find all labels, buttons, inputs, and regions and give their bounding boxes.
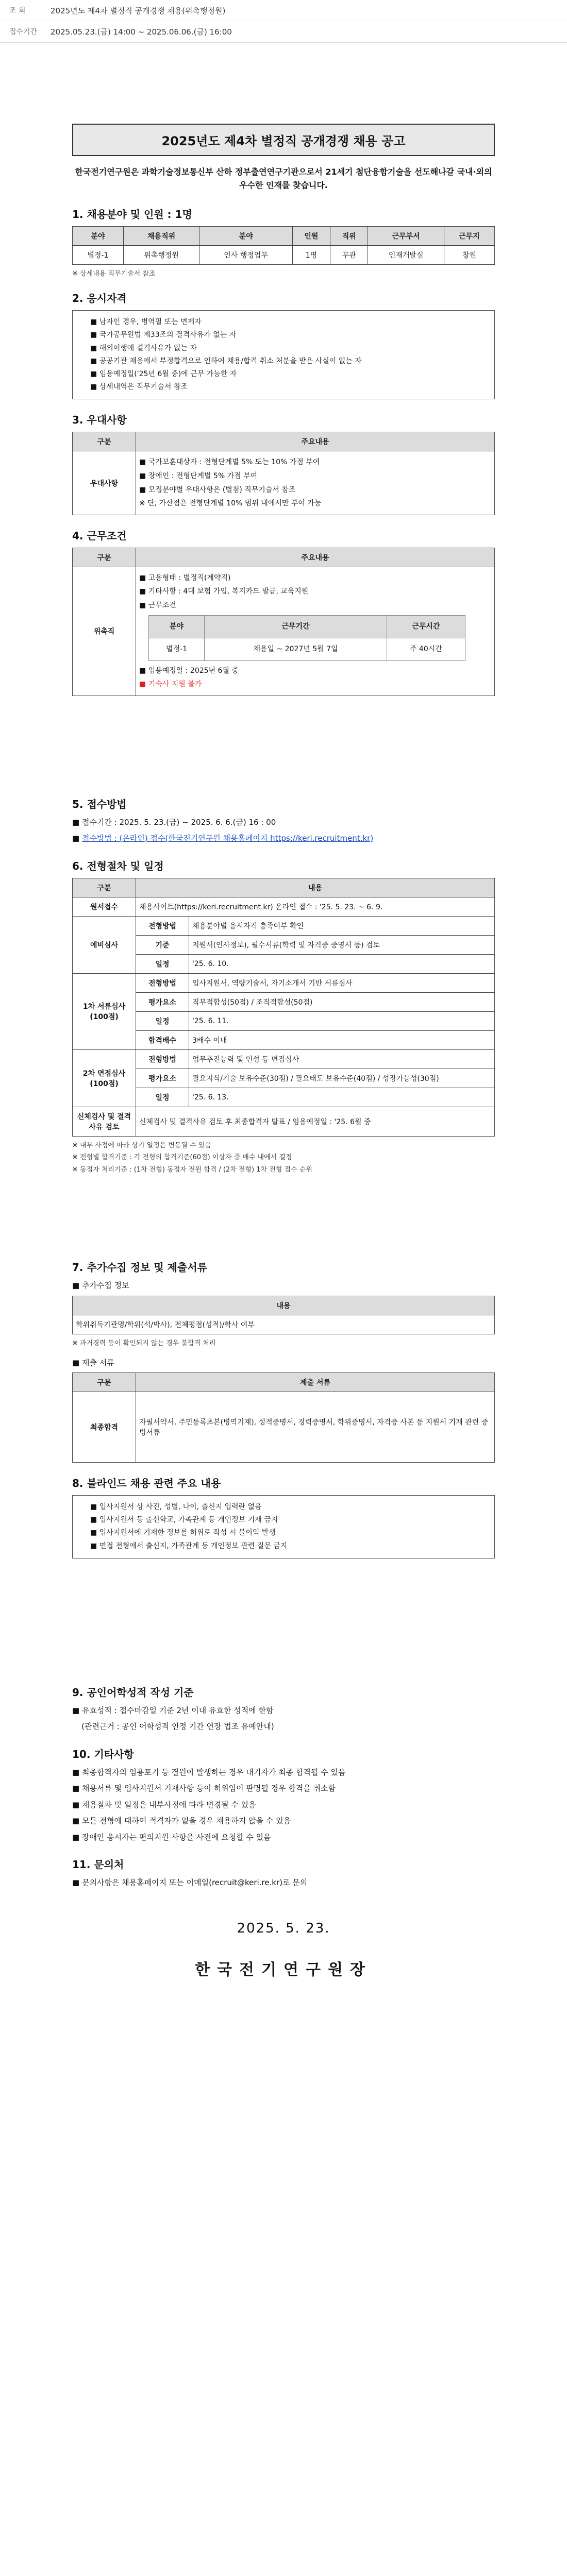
sub-cell: 전형방법 [136,916,189,935]
condition-inner-table [148,615,465,660]
condition-header [73,548,495,567]
list-item: ■ 입사지원서에 기재한 정보를 허위로 작성 시 불이익 발생 [90,1527,487,1539]
content-cell: 지원서(인사정보), 필수서류(학력 및 자격증 증명서 등) 검토 [189,935,495,954]
stage-cell: 신체검사 및 결격사유 검토 [73,1107,136,1136]
sub-cell: 평가요소 [136,992,189,1011]
list-item: ■ 공공기관 채용에서 부정합격으로 인하여 채용/합격 취소 처분을 받은 사실이 없는 자 [90,355,487,368]
list-item: ■ 채용서류 및 입사지원서 기재사항 등이 허위임이 판명될 경우 합격을 취소함 [72,1784,336,1793]
extra-row [73,1315,495,1334]
document-body [72,124,495,1979]
documents-table [72,1372,495,1463]
th-0: 분야 [73,227,124,246]
td-1: 위촉행정원 [123,246,199,265]
org-name: 한국전기연구원장 [195,1960,372,1979]
table-row [73,1030,495,1049]
list-item: ■ 입사지원서 등 출신학교, 가족관계 등 개인정보 기재 금지 [90,1514,487,1527]
s9-line1: ■ 유효성적 : 접수마감일 기준 2년 이내 유효한 성적에 한함 [72,1705,274,1715]
section-7-title: 7. 추가수집 정보 및 제출서류 [72,1261,207,1274]
content-cell: '25. 6. 11. [189,1011,495,1030]
inner-header [149,616,465,638]
sub-cell: 일정 [136,954,189,973]
th-hours: 근무시간 [387,616,465,638]
preference-label: 우대사항 [73,451,136,515]
th-3: 인원 [292,227,330,246]
meta-period-row [0,21,567,42]
content-cell: 3배수 이내 [189,1030,495,1049]
list-item: ※ 단, 가산점은 전형단계별 10% 범위 내에서만 부여 가능 [139,499,322,508]
section-1-title: 1. 채용분야 및 인원 : 1명 [72,208,192,221]
list-item: ■ 상세내역은 직무기술서 참조 [90,381,487,394]
preference-header [73,432,495,451]
note-item: ※ 전형별 합격기준 : 각 전형의 합격기준(60점) 이상자 중 배수 내에서 결정 [72,1154,292,1162]
stage-cell: 1차 서류심사 (100점) [73,973,136,1049]
doc-title: 2025년도 제4차 별정직 공개경쟁 채용 공고 [72,124,495,156]
th-content: 주요내용 [136,432,495,451]
th-period: 근무기간 [204,616,387,638]
spacer [72,1185,495,1247]
table-row [73,916,495,935]
td-period: 채용일 ~ 2027년 5월 7일 [204,638,387,661]
s1-note: ※ 상세내용 직무기술서 참조 [72,270,156,278]
list-item: ■ 장애인 : 전형단계별 5% 가점 부여 [139,471,258,480]
meta-title-row [0,0,567,21]
section-3-title: 3. 우대사항 [72,414,127,427]
list-item: ■ 남자인 경우, 병역필 또는 면제자 [90,316,487,329]
stage-cell: 원서접수 [73,897,136,916]
list-item: ■ 최종합격자의 임용포기 등 결원이 발생하는 경우 대기자가 최종 합격될 수 있음 [72,1767,346,1777]
table-row [73,897,495,916]
list-item: ■ 기숙사 지원 불가 [139,680,202,689]
td-2: 인사 행정업무 [199,246,292,265]
meta-period-label: 접수기간 [9,28,38,36]
recruit-header [73,227,495,246]
recruit-table [72,226,495,265]
th-5: 근무부서 [368,227,444,246]
s5-line2: ■ 접수방법 : (온라인) 접수(한국전기연구원 채용홈페이지 https://keri.recruitment.kr) [72,834,374,843]
spacer [72,1558,495,1672]
th-docs: 제출 서류 [136,1373,495,1392]
s9-line2: (관련근거 : 공인 어학성적 인정 기간 연장 법조 유예안내) [81,1722,274,1732]
sub-cell: 합격배수 [136,1030,189,1049]
list-item: ■ 모집분야별 우대사항은 (별첨) 직무기술서 참조 [139,485,296,494]
blind-list [72,1495,495,1558]
sub-cell: 평가요소 [136,1069,189,1088]
section-9-title: 9. 공인어학성적 작성 기준 [72,1686,194,1699]
extra-header [73,1296,495,1315]
td-3: 1명 [292,246,330,265]
sub-cell: 일정 [136,1011,189,1030]
th-field: 분야 [149,616,205,638]
s5-line1: ■ 접수기간 : 2025. 5. 23.(금) ~ 2025. 6. 6.(금) 16 : 00 [72,817,276,827]
td-field: 별정-1 [149,638,205,661]
list-item: ■ 장애인 응시자는 편의지원 사항을 사전에 요청할 수 있음 [72,1832,271,1842]
note-item: ※ 동점자 처리기준 : (1차 전형) 동점자 전원 합격 / (2차 전형) 1차 전형 점수 순위 [72,1165,312,1174]
table-row [73,954,495,973]
th-4: 직위 [330,227,368,246]
th-1: 채용직위 [123,227,199,246]
section-2-title: 2. 응시자격 [72,292,127,305]
meta-title: 2025년도 제4차 별정직 공개경쟁 채용(위촉행정원) [51,6,226,15]
td-0: 별정-1 [73,246,124,265]
th-category: 구분 [73,1373,136,1392]
documents-header [73,1373,495,1392]
list-item: ■ 국가공무원법 제33조의 결격사유가 없는 자 [90,329,487,342]
list-item: ■ 기타사항 : 4대 보험 가입, 복지카드 발급, 교육지원 [139,587,309,596]
table-row [73,973,495,992]
s6-notes [72,1140,495,1176]
content-cell: 신체검사 및 결격사유 검토 후 최종합격자 발표 / 임용예정일 : '25. 6월 중 [136,1107,495,1136]
meta-period: 2025.05.23.(금) 14:00 ~ 2025.06.06.(금) 16:00 [51,27,232,37]
list-item: ■ 근무조건 [139,601,176,609]
s11-line: ■ 문의사항은 채용홈페이지 또는 이메일(recruit@keri.re.kr)로 문의 [72,1878,308,1888]
stage-cell: 예비심사 [73,916,136,973]
condition-content [136,567,495,696]
content-cell: '25. 6. 13. [189,1088,495,1107]
inner-row [149,638,465,661]
table-row [73,1011,495,1030]
th-category: 구분 [73,432,136,451]
table-row [73,1069,495,1088]
th-content: 주요내용 [136,548,495,567]
td-hours: 주 40시간 [387,638,465,661]
list-item: ■ 임용예정일('25년 6월 중)에 근무 가능한 자 [90,368,487,381]
section-5-title: 5. 접수방법 [72,798,127,810]
preference-row [73,451,495,515]
s7-label2: ■ 제출 서류 [72,1358,114,1367]
th-2: 분야 [199,227,292,246]
process-header [73,878,495,897]
content-cell: 업무추진능력 및 인성 등 면접심사 [189,1049,495,1069]
list-item: ■ 고용형태 : 별정직(계약직) [139,573,231,582]
sub-cell: 기준 [136,935,189,954]
preference-content [136,451,495,515]
recruit-row [73,246,495,265]
th-content: 내용 [136,878,495,897]
apply-link[interactable]: 접수방법 : (온라인) 접수(한국전기연구원 채용홈페이지 https://keri.recruitment.kr) [81,834,374,843]
preference-table [72,432,495,515]
th-content: 내용 [73,1296,495,1315]
s7-note: ※ 과거경력 등이 확인되지 않는 경우 불합격 처리 [72,1339,216,1347]
section-6-title: 6. 전형절차 및 일정 [72,859,164,872]
list-item: ■ 모든 전형에 대하여 적격자가 없을 경우 채용하지 않을 수 있음 [72,1816,291,1826]
qualification-list [72,310,495,399]
notice-date: 2025. 5. 23. [237,1920,330,1936]
list-item: ■ 임용예정일 : 2025년 6월 중 [139,666,239,675]
section-4-title: 4. 근무조건 [72,529,127,542]
documents-row [73,1392,495,1463]
stage-cell: 2차 면접심사 (100점) [73,1049,136,1107]
table-row [73,935,495,954]
meta-title-label: 조 회 [9,7,26,15]
spacer [72,696,495,784]
table-row [73,1088,495,1107]
list-item: ■ 면접 전형에서 출신지, 가족관계 등 개인정보 관련 질문 금지 [90,1540,487,1553]
th-category: 구분 [73,878,136,897]
table-row [73,1107,495,1136]
sub-cell: 전형방법 [136,973,189,992]
condition-label: 위촉직 [73,567,136,696]
process-table [72,878,495,1137]
content-cell: 필요지식/기술 보유수준(30점) / 필요태도 보유수준(40점) / 성장가능성(30점) [189,1069,495,1088]
td-5: 인재개발실 [368,246,444,265]
content-cell: 채용사이트(https://keri.recruitment.kr) 온라인 접수 : '25. 5. 23. ~ 6. 9. [136,897,495,916]
content-cell: 입사지원서, 역량기술서, 자기소개서 기반 서류심사 [189,973,495,992]
content-cell: 채용분야별 응시자격 충족여부 확인 [189,916,495,935]
condition-table [72,548,495,696]
sub-cell: 일정 [136,1088,189,1107]
section-11-title: 11. 문의처 [72,1858,124,1871]
condition-row [73,567,495,696]
extra-content: 학위취득기관명/학위(석/박사), 전체평점(성적)/학사 여부 [73,1315,495,1334]
list-item: ■ 국가보훈대상자 : 전형단계별 5% 또는 10% 가점 부여 [139,458,320,467]
content-cell: 직무적합성(50점) / 조직적합성(50점) [189,992,495,1011]
content-cell: '25. 6. 10. [189,954,495,973]
meta-header [0,0,567,43]
documents-content: 자필서약서, 주민등록초본(병역기재), 성적증명서, 경력증명서, 학위증명서, 자격증 사본 등 지원서 기재 관련 증빙서류 [136,1392,495,1463]
list-item: ■ 채용절차 및 일정은 내부사정에 따라 변경될 수 있음 [72,1800,256,1809]
sub-cell: 전형방법 [136,1049,189,1069]
section-8-title: 8. 블라인드 채용 관련 주요 내용 [72,1477,221,1490]
th-category: 구분 [73,548,136,567]
section-10-title: 10. 기타사항 [72,1748,134,1760]
note-item: ※ 내부 사정에 따라 상기 일정은 변동될 수 있음 [72,1141,211,1149]
td-4: 무관 [330,246,368,265]
doc-intro: 한국전기연구원은 과학기술정보통신부 산하 정부출연연구기관으로서 21세기 첨단융합기술을 선도해나갈 국내·외의 우수한 인재를 찾습니다. [75,167,492,190]
extra-info-table [72,1296,495,1334]
s7-label1: ■ 추가수집 정보 [72,1281,129,1291]
list-item: ■ 입사지원서 상 사진, 성별, 나이, 출신지 입력란 없음 [90,1501,487,1514]
th-6: 근무지 [444,227,494,246]
table-row [73,1049,495,1069]
documents-label: 최종합격 [73,1392,136,1463]
table-row [73,992,495,1011]
list-item: ■ 해외여행에 결격사유가 없는 자 [90,342,487,355]
td-6: 창원 [444,246,494,265]
